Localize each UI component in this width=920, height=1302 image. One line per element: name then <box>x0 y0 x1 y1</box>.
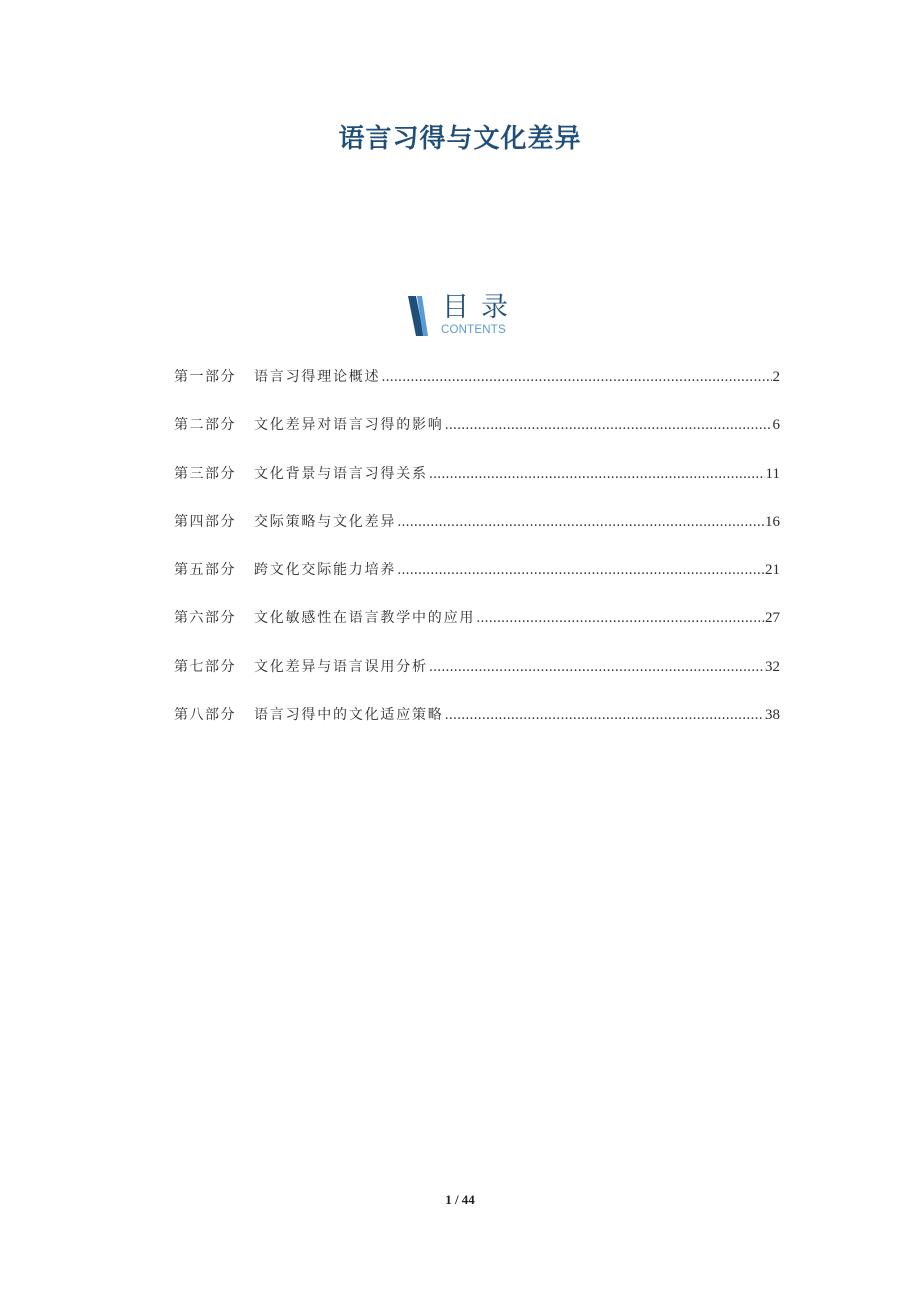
toc-section-name: 交际策略与文化差异 <box>254 513 397 530</box>
toc-part-label: 第八部分 <box>174 707 236 724</box>
toc-page-number: 27 <box>765 610 780 627</box>
toc-section-name: 文化背景与语言习得关系 <box>254 465 428 482</box>
toc-part-label: 第四部分 <box>174 513 236 530</box>
toc-list <box>174 366 780 752</box>
toc-page-number: 21 <box>765 562 780 579</box>
toc-entry-6[interactable] <box>174 607 780 655</box>
toc-section-name: 文化差异与语言误用分析 <box>254 658 428 675</box>
toc-section-name: 文化差异对语言习得的影响 <box>254 417 444 434</box>
toc-part-label: 第七部分 <box>174 658 236 675</box>
toc-entry-2[interactable] <box>174 414 780 462</box>
toc-page-number: 32 <box>765 658 780 675</box>
toc-section-name: 文化敏感性在语言教学中的应用 <box>254 610 476 627</box>
toc-heading <box>404 292 544 340</box>
toc-dot-leader <box>445 415 772 437</box>
toc-section-name: 语言习得中的文化适应策略 <box>254 707 444 724</box>
book-spine-icon <box>404 294 430 338</box>
toc-dot-leader <box>445 705 764 727</box>
toc-entry-7[interactable] <box>174 656 780 704</box>
toc-section-name: 跨文化交际能力培养 <box>254 562 397 579</box>
toc-title: 目录 <box>442 292 520 323</box>
toc-part-label: 第六部分 <box>174 610 236 627</box>
toc-page-number: 2 <box>772 369 780 385</box>
toc-entry-1[interactable] <box>174 366 780 414</box>
toc-dot-leader <box>476 608 764 630</box>
toc-part-label: 第三部分 <box>174 465 236 482</box>
toc-part-label: 第二部分 <box>174 417 236 434</box>
toc-entry-3[interactable] <box>174 463 780 511</box>
toc-entry-5[interactable] <box>174 559 780 607</box>
document-title: 语言习得与文化差异 <box>338 124 582 154</box>
toc-page-number: 16 <box>765 513 780 530</box>
toc-dot-leader <box>397 512 764 534</box>
toc-page-number: 11 <box>765 465 780 482</box>
toc-part-label: 第一部分 <box>174 369 236 385</box>
page-number-footer: 1 / 44 <box>445 1192 475 1207</box>
toc-subtitle: CONTENTS <box>441 324 506 336</box>
toc-dot-leader <box>397 560 764 582</box>
toc-part-label: 第五部分 <box>174 562 236 579</box>
toc-dot-leader <box>381 367 771 389</box>
toc-entry-4[interactable] <box>174 511 780 559</box>
toc-dot-leader <box>429 464 765 486</box>
toc-dot-leader <box>429 657 764 679</box>
toc-section-name: 语言习得理论概述 <box>254 369 381 385</box>
toc-page-number: 6 <box>772 417 780 434</box>
toc-page-number: 38 <box>765 707 780 724</box>
toc-entry-8[interactable] <box>174 704 780 752</box>
